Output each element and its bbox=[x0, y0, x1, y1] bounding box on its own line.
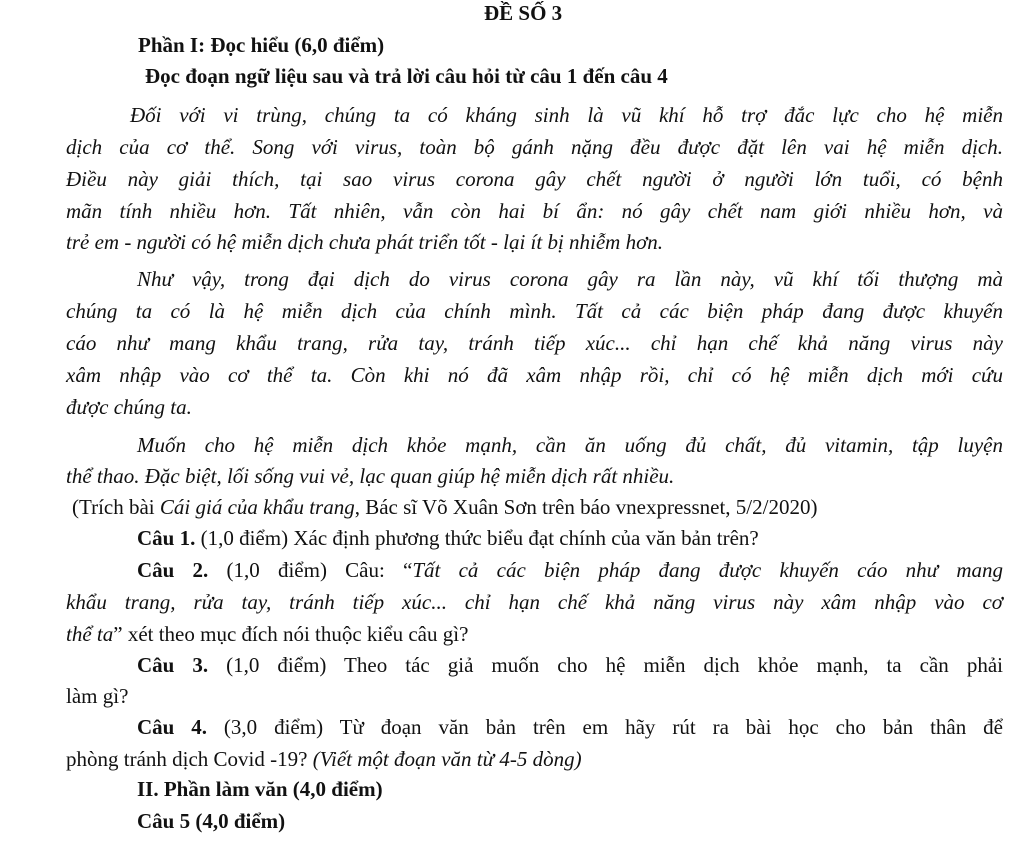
section2-heading: II. Phần làm văn (4,0 điểm) bbox=[137, 777, 383, 801]
passage-line: được chúng ta. bbox=[66, 395, 192, 419]
passage-line: cáo như mang khẩu trang, rửa tay, tránh tiếp xúc... chỉ hạn chế khả năng virus này bbox=[66, 331, 1003, 355]
question-quote: Tất cả các biện pháp đang được khuyến cáo như mang bbox=[412, 558, 1003, 582]
question-line bbox=[66, 621, 468, 647]
question-line bbox=[137, 652, 1003, 678]
passage-line: Như vậy, trong đại dịch do virus corona gây ra lần này, vũ khí tối thượng mà bbox=[137, 267, 1003, 291]
passage-line: xâm nhập vào cơ thể ta. Còn khi nó đã xâm nhập rồi, chỉ có hệ miễn dịch mới cứu bbox=[66, 363, 1003, 387]
passage-line: mãn tính nhiều hơn. Tất nhiên, vẫn còn hai bí ẩn: nó gây chết nam giới nhiều hơn, và bbox=[66, 199, 1003, 223]
question-text: (1,0 điểm) Theo tác giả muốn cho hệ miễn dịch khỏe mạnh, ta cần phải bbox=[208, 653, 1003, 677]
passage-line: Muốn cho hệ miễn dịch khỏe mạnh, cần ăn uống đủ chất, đủ vitamin, tập luyện bbox=[137, 433, 1003, 457]
question-5: Câu 5 (4,0 điểm) bbox=[137, 809, 286, 833]
question-1 bbox=[137, 525, 759, 551]
passage-line: chúng ta có là hệ miễn dịch của chính mình. Tất cả các biện pháp đang được khuyến bbox=[66, 299, 1003, 323]
cutoff-text-line bbox=[120, 842, 950, 852]
question-quote: khẩu trang, rửa tay, tránh tiếp xúc... chỉ hạn chế khả năng virus này xâm nhập vào cơ bbox=[66, 590, 1003, 614]
source-suffix: , Bác sĩ Võ Xuân Sơn trên báo vnexpressnet, 5/2/2020) bbox=[354, 495, 818, 519]
section1-heading: Phần I: Đọc hiểu (6,0 điểm) bbox=[138, 33, 385, 57]
exam-title: ĐỀ SỐ 3 bbox=[484, 1, 563, 25]
cutoff-glyph-tops bbox=[120, 847, 950, 852]
passage-line: dịch của cơ thể. Song với virus, toàn bộ gánh nặng đều được đặt lên vai hệ miễn dịch. bbox=[66, 135, 1003, 159]
passage-line: Đối với vi trùng, chúng ta có kháng sinh là vũ khí hỗ trợ đắc lực cho hệ miễn bbox=[130, 103, 1003, 127]
question-text: (1,0 điểm) Câu: “ bbox=[208, 558, 413, 582]
question-label: Câu 4. bbox=[137, 715, 208, 739]
question-text: phòng tránh dịch Covid -19? bbox=[66, 747, 313, 771]
question-quote: thể ta bbox=[66, 622, 114, 646]
source-citation bbox=[72, 494, 817, 520]
question-text: làm gì? bbox=[66, 684, 129, 708]
passage-line: thể thao. Đặc biệt, lối sống vui vẻ, lạc quan giúp hệ miễn dịch rất nhiều. bbox=[66, 464, 675, 488]
source-prefix: (Trích bài bbox=[72, 495, 160, 519]
source-title: Cái giá của khẩu trang bbox=[159, 495, 355, 519]
question-label: Câu 3. bbox=[137, 653, 209, 677]
question-line bbox=[137, 714, 1003, 740]
question-line bbox=[66, 746, 582, 772]
passage-line: Điều này giải thích, tại sao virus corona gây chết người ở người lớn tuổi, có bệnh bbox=[66, 167, 1003, 191]
question-line bbox=[137, 557, 1003, 583]
question-text: (1,0 điểm) Xác định phương thức biểu đạt chính của văn bản trên? bbox=[195, 526, 759, 550]
question-text: ” xét theo mục đích nói thuộc kiểu câu gì? bbox=[113, 622, 469, 646]
question-note: (Viết một đoạn văn từ 4-5 dòng) bbox=[312, 747, 582, 771]
section1-instruction: Đọc đoạn ngữ liệu sau và trả lời câu hỏi từ câu 1 đến câu 4 bbox=[145, 64, 668, 88]
passage-line: trẻ em - người có hệ miễn dịch chưa phát triển tốt - lại ít bị nhiễm hơn. bbox=[66, 230, 664, 254]
question-label: Câu 2. bbox=[137, 558, 209, 582]
question-text: (3,0 điểm) Từ đoạn văn bản trên em hãy rút ra bài học cho bản thân để bbox=[207, 715, 1003, 739]
question-label: Câu 1. bbox=[137, 526, 196, 550]
